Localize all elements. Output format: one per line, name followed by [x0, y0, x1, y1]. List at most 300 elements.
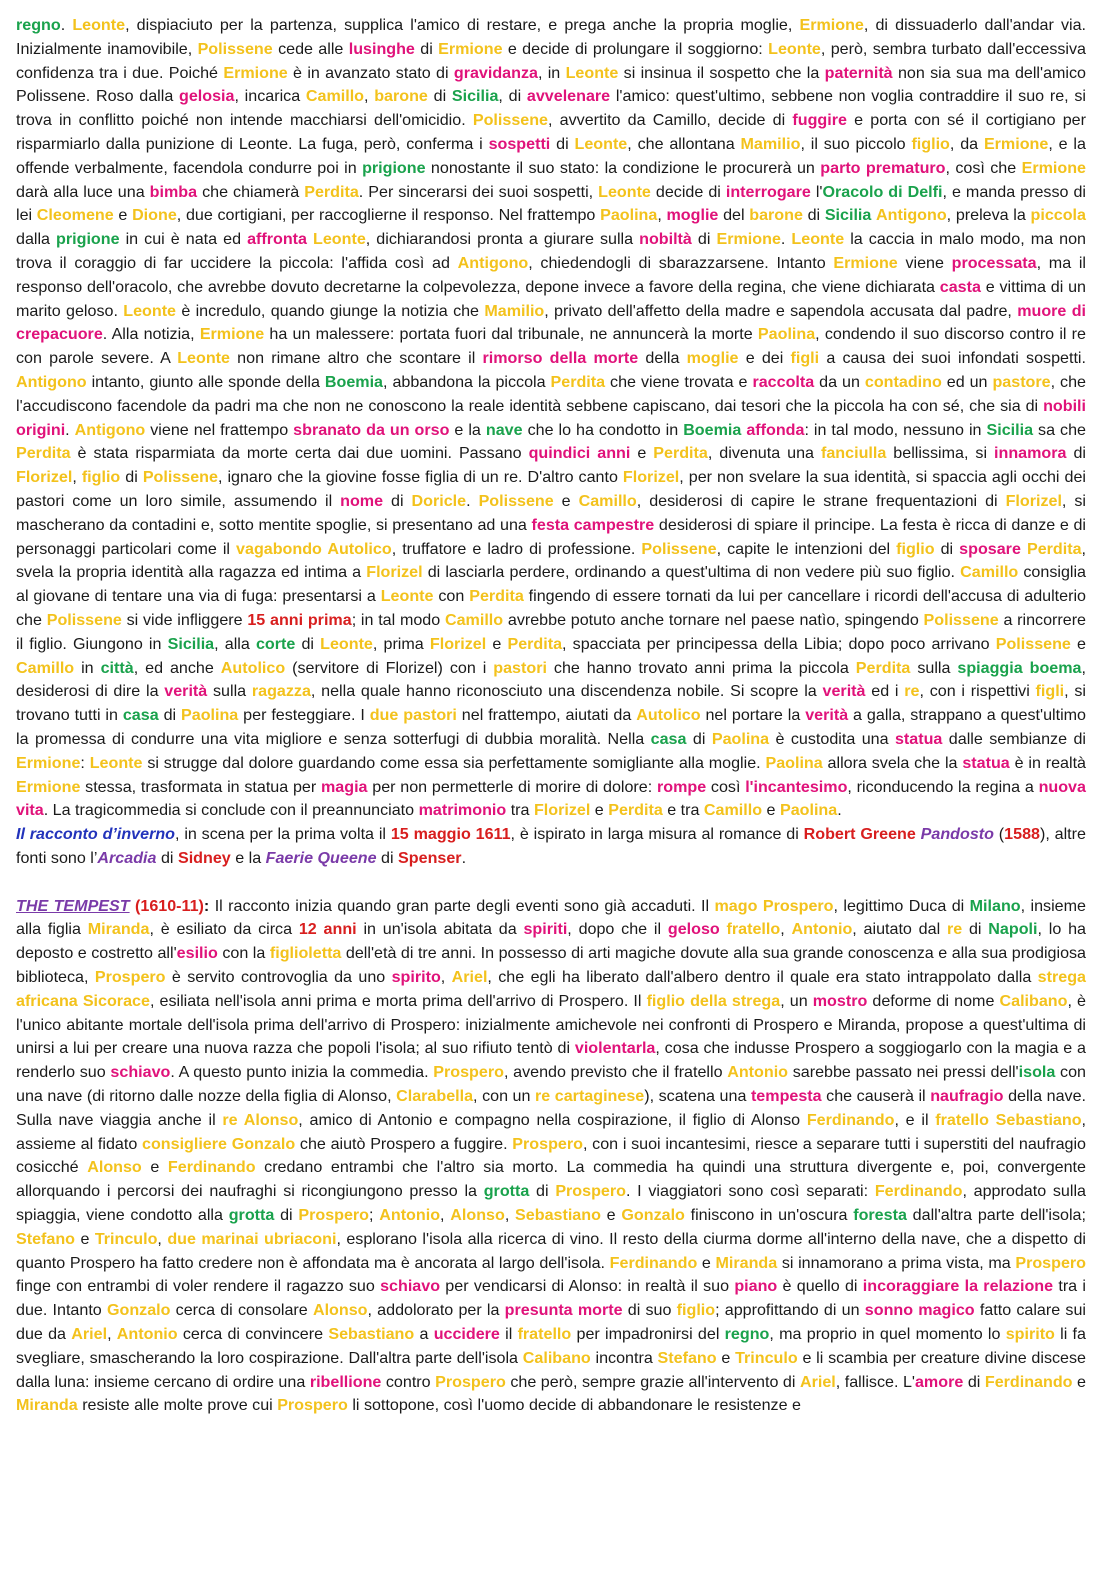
text-segment: e: [762, 801, 780, 820]
highlighted-term: Sebastiano: [328, 1325, 415, 1344]
highlighted-term: Mamilio: [484, 301, 545, 320]
text-segment: di: [550, 134, 575, 153]
text-segment: , da: [949, 134, 984, 153]
text-segment: .: [466, 491, 479, 510]
text-segment: , chiedendogli di sbarazzarsene. Intanto: [528, 253, 834, 272]
text-segment: , nella quale hanno riconosciuto una discendenza nobile. Si scopre la: [310, 682, 823, 701]
highlighted-term: figlio della strega: [646, 991, 781, 1010]
highlighted-term: piano: [734, 1277, 778, 1296]
text-segment: l': [810, 182, 823, 201]
highlighted-term: Mamilio: [740, 134, 801, 153]
highlighted-term: Ermione: [799, 16, 864, 34]
highlighted-term: Clarabella: [396, 1087, 474, 1106]
text-segment: per vendicarsi di Alonso: in realtà il suo: [440, 1277, 735, 1296]
highlighted-term: Dione: [132, 206, 177, 225]
highlighted-term: Antigono: [457, 253, 529, 272]
highlighted-term: Autolico: [220, 658, 286, 677]
text-segment: consiglia al giovane di tentare una via di fuga: presentarsi a: [16, 563, 1087, 606]
highlighted-term: re: [904, 682, 920, 701]
text-segment: si insinua il sospetto che la: [618, 63, 825, 82]
highlighted-term: spirito: [1005, 1325, 1055, 1344]
text-segment: , privato dell'affetto della madre e sapendola accusata dal padre,: [544, 301, 1018, 320]
highlighted-term: gelosia: [179, 87, 235, 106]
text-segment: fatto calare sui due da: [16, 1301, 1086, 1344]
text-segment: il: [499, 1325, 518, 1344]
text-segment: di: [963, 1372, 985, 1391]
highlighted-term: festa campestre: [531, 515, 655, 534]
text-segment: a: [414, 1325, 434, 1344]
text-segment: ,: [504, 1206, 516, 1225]
highlighted-term: statua: [962, 753, 1010, 772]
text-segment: e: [716, 1348, 736, 1367]
highlighted-term: Florizel: [366, 563, 423, 582]
text-segment: , avvertito da Camillo, decide di: [548, 111, 793, 130]
highlighted-term: Ariel: [71, 1325, 108, 1344]
text-segment: e: [141, 1158, 168, 1177]
highlighted-term: Pandosto: [920, 825, 994, 844]
text-segment: e decide di prolungare il soggiorno:: [502, 39, 769, 58]
highlighted-term: Milano: [969, 896, 1021, 915]
highlighted-term: Camillo: [305, 87, 365, 106]
highlighted-term: rompe: [656, 777, 707, 796]
text-segment: , desiderosi di dire la: [16, 658, 1086, 701]
text-segment: del: [718, 206, 750, 225]
text-segment: di: [802, 206, 825, 225]
text-segment: incontra: [590, 1348, 658, 1367]
text-segment: ,: [440, 968, 452, 987]
highlighted-term: Autolico: [636, 706, 701, 725]
text-segment: .: [461, 848, 467, 867]
text-segment: a rincorrere il figlio. Giungono in: [16, 610, 1087, 653]
text-segment: sulla: [207, 682, 252, 701]
text-segment: (: [993, 825, 1005, 844]
highlighted-term: regno: [16, 16, 61, 34]
text-segment: la caccia in malo modo, ma non trova il coraggio di far uccidere la piccola: l'affida così ad: [16, 230, 1086, 272]
text-segment: , un: [780, 991, 813, 1010]
highlighted-term: Trinculo: [94, 1229, 158, 1248]
highlighted-term: Ermione: [1021, 158, 1086, 177]
highlighted-term: isola: [1018, 1063, 1056, 1082]
text-segment: in cui è nata ed: [119, 230, 248, 249]
highlighted-term: Stefano: [657, 1348, 717, 1367]
text-segment: di: [383, 491, 412, 510]
text-segment: , spacciata per principessa della Libia; dopo poco arrivano: [562, 634, 996, 653]
highlighted-term: THE TEMPEST: [16, 896, 130, 915]
highlighted-term: Spenser: [398, 848, 462, 867]
highlighted-term: nuova vita: [16, 777, 1086, 820]
text-segment: di: [414, 39, 439, 58]
text-segment: con una nave (di ritorno dalle nozze della figlia di Alonso,: [16, 1063, 1086, 1106]
text-segment: , capite le intenzioni del: [716, 539, 897, 558]
text-segment: resiste alle molte prove cui: [77, 1396, 278, 1415]
highlighted-term: Florizel: [622, 468, 680, 487]
highlighted-term: Il racconto d’inverno: [16, 825, 176, 844]
highlighted-term: Ferdinando: [984, 1372, 1073, 1391]
highlighted-term: Prospero: [555, 1182, 626, 1201]
highlighted-term: vagabondo Autolico: [236, 539, 392, 558]
highlighted-term: spiaggia boema: [957, 658, 1082, 677]
highlighted-term: affonda: [746, 420, 805, 439]
text-segment: di: [529, 1182, 556, 1201]
highlighted-term: figlioletta: [269, 944, 342, 963]
highlighted-term: re cartaginese: [535, 1087, 645, 1106]
text-segment: che aiutò Prospero a fuggire.: [295, 1134, 513, 1153]
highlighted-term: Camillo: [960, 563, 1019, 582]
text-segment: di: [1066, 444, 1087, 463]
text-segment: e: [553, 491, 579, 510]
text-segment: per non permetterle di morire di dolore:: [367, 777, 657, 796]
text-segment: . Alla notizia,: [102, 325, 200, 344]
highlighted-term: Antonio: [116, 1325, 178, 1344]
text-segment: , ma il responso dell'oracolo, che avrebbe dovuto decretarne la colpevolezza, depone invece a favore della regina, che viene dichiarata: [16, 253, 1086, 296]
highlighted-term: Polissene: [197, 39, 273, 58]
text-segment: per impadronirsi del: [571, 1325, 725, 1344]
highlighted-term: Antonio: [791, 920, 853, 939]
highlighted-term: Florizel: [533, 801, 591, 820]
highlighted-term: casa: [122, 706, 159, 725]
highlighted-term: prigione: [362, 158, 426, 177]
text-segment: e la: [449, 420, 486, 439]
text-segment: nel portare la: [700, 706, 806, 725]
text-segment: è quello di: [777, 1277, 863, 1296]
text-segment: e: [486, 634, 508, 653]
text-segment: di: [158, 706, 182, 725]
highlighted-term: Sidney: [177, 848, 231, 867]
highlighted-term: sonno magico: [864, 1301, 975, 1320]
text-segment: .: [65, 420, 75, 439]
text-segment: di: [376, 848, 399, 867]
highlighted-term: l'incantesimo: [745, 777, 848, 796]
text-segment: viene nel frattempo: [145, 420, 294, 439]
text-segment: , che egli ha liberato dall'albero dentro il quale era stato intrappolato dalla: [487, 968, 1038, 987]
text-segment: viene: [897, 253, 952, 272]
text-segment: ha un malessere: portata fuori dal tribunale, ne annuncerà la morte: [264, 325, 758, 344]
text-segment: contro: [381, 1372, 436, 1391]
text-segment: a galla, strappano a quest'ultimo la promessa di condurre una vita migliore e senza sotterfugi di dubbia moralità. Nella: [16, 706, 1087, 748]
highlighted-term: Perdita: [653, 444, 708, 463]
highlighted-term: Leonte: [320, 634, 373, 653]
highlighted-term: innamora: [994, 444, 1067, 463]
highlighted-term: figlio: [896, 539, 935, 558]
highlighted-term: Leonte: [313, 230, 366, 249]
text-segment: desiderosi di spiare il principe. La festa è ricca di danze e di personaggi particolari come il: [16, 515, 1086, 558]
highlighted-term: due pastori: [369, 706, 457, 725]
text-segment: e: [1072, 1372, 1086, 1391]
text-segment: nel frattempo, aiutati da: [456, 706, 637, 725]
highlighted-term: Leonte: [123, 301, 177, 320]
highlighted-term: Perdita: [16, 444, 71, 463]
text-segment: e dei: [738, 349, 791, 368]
highlighted-term: nave: [485, 420, 523, 439]
highlighted-term: Miranda: [87, 920, 150, 939]
highlighted-term: Prospero: [94, 968, 166, 987]
paragraph-tempest-plot: [16, 895, 1086, 1419]
text-segment: , fallisce. L': [835, 1372, 915, 1391]
highlighted-term: Leonte: [177, 349, 230, 368]
highlighted-term: nome: [340, 491, 384, 510]
highlighted-term: fratello Sebastiano: [935, 1110, 1082, 1129]
text-segment: , insieme alla figlia: [16, 896, 1086, 939]
highlighted-term: sposare: [959, 539, 1021, 558]
highlighted-term: strega africana Sicorace: [16, 968, 1086, 1010]
text-segment: di suo: [622, 1301, 677, 1320]
text-segment: tra: [506, 801, 534, 820]
highlighted-term: Sebastiano: [515, 1206, 601, 1225]
highlighted-term: Prospero: [1015, 1253, 1086, 1272]
highlighted-term: tempesta: [750, 1087, 822, 1106]
text-segment: li fa svegliare, smascherando la loro cospirazione. Dall'altra parte dell'isola: [16, 1325, 1086, 1367]
highlighted-term: verità: [805, 706, 849, 725]
text-segment: . Per sincerarsi dei suoi sospetti,: [358, 182, 599, 201]
text-segment: credano entrambi che l'altro sia morto. La commedia ha quindi una struttura divergente e, poi, convergente allorquando i percorsi dei naufraghi si ricongiungono presso la: [16, 1158, 1086, 1201]
text-segment: , riconducendo la regina a: [847, 777, 1039, 796]
text-segment: cerca di consolare: [170, 1301, 313, 1320]
text-segment: di: [427, 87, 452, 106]
highlighted-term: :: [203, 896, 210, 915]
highlighted-term: Paolina: [779, 801, 838, 820]
highlighted-term: Ermione: [833, 253, 898, 272]
highlighted-term: grotta: [483, 1182, 530, 1201]
highlighted-term: barone: [374, 87, 428, 106]
highlighted-term: figlio: [911, 134, 950, 153]
text-segment: ,: [657, 206, 667, 225]
highlighted-term: Prospero: [433, 1063, 504, 1082]
highlighted-term: Polissene: [46, 610, 122, 629]
highlighted-term: Leonte: [768, 39, 821, 58]
text-segment: , lo ha deposto e costretto all': [16, 920, 1086, 963]
text-segment: . A questo punto inizia la commedia.: [170, 1063, 434, 1082]
text-segment: , con i rispettivi: [919, 682, 1036, 701]
text-segment: , dichiarandosi pronta a giurare sulla: [365, 230, 640, 249]
highlighted-term: Polissene: [641, 539, 717, 558]
highlighted-term: Gonzalo: [106, 1301, 171, 1320]
highlighted-term: 15 anni prima: [247, 610, 352, 629]
highlighted-term: bimba: [149, 182, 198, 201]
text-segment: deforme di nome: [867, 991, 1000, 1010]
text-segment: , assieme al fidato: [16, 1110, 1087, 1153]
highlighted-term: incoraggiare la relazione: [862, 1277, 1054, 1296]
highlighted-term: muore di crepacuore: [16, 301, 1086, 344]
highlighted-term: figlio: [81, 468, 121, 487]
text-segment: ; approfittando di un: [715, 1301, 865, 1320]
text-segment: , si trovano tutti in: [16, 682, 1086, 725]
text-segment: :: [80, 753, 90, 772]
text-segment: che chiamerà: [197, 182, 305, 201]
highlighted-term: ribellione: [309, 1372, 382, 1391]
text-segment: , e la offende verbalmente, facendola condurre poi in: [16, 134, 1086, 177]
text-segment: è custodita una: [769, 729, 895, 748]
highlighted-term: Ermione: [223, 63, 288, 82]
highlighted-term: foresta: [853, 1206, 907, 1225]
text-segment: (servitore di Florizel) con i: [285, 658, 494, 677]
text-segment: bellissima, si: [886, 444, 995, 463]
highlighted-term: Calibano: [522, 1348, 591, 1367]
text-segment: di: [274, 1206, 299, 1225]
highlighted-term: Polissene: [995, 634, 1071, 653]
highlighted-term: Polissene: [472, 111, 549, 130]
text-segment: ,: [364, 87, 375, 106]
highlighted-term: schiavo: [110, 1063, 171, 1082]
highlighted-term: due marinai ubriaconi: [167, 1229, 337, 1248]
text-segment: ,: [107, 1325, 117, 1344]
text-segment: intanto, giunto alle sponde della: [86, 372, 325, 391]
paragraph-winters-tale-sources: [16, 823, 1086, 871]
highlighted-term: Antigono: [74, 420, 146, 439]
highlighted-term: figli: [1035, 682, 1065, 701]
text-segment: , che allontana: [627, 134, 741, 153]
text-segment: , dopo che il: [567, 920, 668, 939]
highlighted-term: fratello: [517, 1325, 572, 1344]
highlighted-term: Polissene: [142, 468, 218, 487]
highlighted-term: Ermione: [199, 325, 265, 344]
text-segment: , aiutato dal: [852, 920, 947, 939]
highlighted-term: corte: [255, 634, 296, 653]
text-segment: ; in tal modo: [351, 610, 445, 629]
highlighted-term: fuggire: [792, 111, 847, 130]
highlighted-term: Cleomene: [36, 206, 114, 225]
text-segment: .: [60, 16, 73, 34]
text-segment: , e il: [894, 1110, 936, 1129]
text-segment: che viene trovata e: [605, 372, 753, 391]
highlighted-term: Paolina: [765, 753, 823, 772]
highlighted-term: pastore: [992, 372, 1051, 391]
highlighted-term: quindici anni: [528, 444, 631, 463]
highlighted-term: violentarla: [574, 1039, 656, 1058]
highlighted-term: re Alonso: [222, 1110, 299, 1129]
highlighted-term: interrogare: [725, 182, 811, 201]
highlighted-term: Leonte: [574, 134, 628, 153]
text-segment: e: [630, 444, 654, 463]
text-segment: , condendo il suo discorso contro il re con parole severe. A: [16, 325, 1086, 368]
highlighted-term: Ferdinando: [806, 1110, 895, 1129]
text-segment: in un'isola abitata da: [356, 920, 524, 939]
highlighted-term: Polissene: [923, 610, 999, 629]
text-segment: , di: [498, 87, 527, 106]
highlighted-term: Ariel: [451, 968, 488, 987]
highlighted-term: lusinghe: [348, 39, 415, 58]
text-segment: , ma proprio in quel momento lo: [769, 1325, 1006, 1344]
text-segment: non rimane altro che scontare il: [229, 349, 483, 368]
highlighted-term: Trinculo: [735, 1348, 798, 1367]
highlighted-term: Leonte: [380, 587, 434, 606]
highlighted-term: contadino: [864, 372, 942, 391]
highlighted-term: sospetti: [488, 134, 551, 153]
text-segment: : in tal modo, nessuno in: [804, 420, 987, 439]
text-segment: ), scatena una: [644, 1087, 751, 1106]
highlighted-term: 1588: [1004, 825, 1040, 844]
highlighted-term: magia: [320, 777, 368, 796]
text-segment: , di dissuaderlo dall'andar via. Inizialmente inamovibile,: [16, 16, 1086, 58]
text-segment: , è ispirato in larga misura al romance di: [510, 825, 804, 844]
text-segment: e porta con sé il cortigiano per risparmiarlo dalla punizione di Leonte. La fuga, però, conferma i: [16, 111, 1086, 153]
text-segment: che lo ha condotto in: [522, 420, 684, 439]
highlighted-term: Prospero: [512, 1134, 583, 1153]
text-segment: per festeggiare. I: [238, 706, 370, 725]
text-segment: , truffatore e ladro di professione.: [391, 539, 642, 558]
highlighted-term: schiavo: [380, 1277, 441, 1296]
text-segment: , abbandona la piccola: [383, 372, 551, 391]
text-segment: è in realtà: [1009, 753, 1087, 772]
highlighted-term: Paolina: [600, 206, 658, 225]
text-segment: nonostante il suo stato: la condizione le procurerà un: [425, 158, 821, 177]
highlighted-term: Robert Greene: [803, 825, 916, 844]
text-segment: dalla: [16, 230, 57, 249]
text-segment: , con un: [473, 1087, 536, 1106]
highlighted-term: raccolta: [752, 372, 815, 391]
highlighted-term: casta: [939, 277, 981, 296]
text-segment: ,: [780, 920, 792, 939]
text-segment: , svela la propria identità alla ragazza ed intima a: [16, 539, 1086, 582]
highlighted-term: Sicilia: [167, 634, 215, 653]
text-segment: darà alla luce una: [16, 182, 150, 201]
highlighted-term: Ariel: [799, 1372, 836, 1391]
text-segment: , legittimo Duca di: [833, 896, 970, 915]
text-segment: , avendo previsto che il fratello: [503, 1063, 728, 1082]
highlighted-term: casa: [650, 729, 687, 748]
highlighted-term: Ferdinando: [609, 1253, 698, 1272]
text-segment: a causa dei suoi infondati sospetti.: [819, 349, 1086, 368]
text-segment: , ignaro che la giovine fosse figlia di un re. D'altro canto: [217, 468, 623, 487]
text-segment: in: [74, 658, 101, 677]
highlighted-term: statua: [894, 729, 943, 748]
text-segment: , per non svelare la sua identità, si spaccia agli occhi dei pastori come un loro simile, assumendo il: [16, 468, 1086, 510]
paragraph-gap: [16, 871, 1086, 895]
highlighted-term: Boemia: [683, 420, 742, 439]
highlighted-term: amore: [914, 1372, 964, 1391]
text-segment: fingendo di essere tornati da lui per cancellare i ricordi dell'accusa di adulterio che: [16, 587, 1086, 629]
text-segment: Il racconto inizia quando gran parte degli eventi sono già accaduti. Il: [209, 896, 715, 915]
highlighted-term: moglie: [686, 349, 739, 368]
text-segment: l'amico: quest'ultimo, sebbene non voglia contraddire il suo re, si trova in conflitto poiché non intende macchiarsi dell'omicidio.: [16, 87, 1086, 130]
text-segment: , prima: [372, 634, 430, 653]
text-segment: con la: [217, 944, 270, 963]
text-segment: che hanno trovato anni prima la piccola: [546, 658, 856, 677]
highlighted-term: regno: [724, 1325, 770, 1344]
highlighted-term: Alonso: [450, 1206, 505, 1225]
highlighted-term: Faerie Queene: [265, 848, 377, 867]
text-segment: , amico di Antonio e compagno nella cospirazione, il figlio di Alonso: [298, 1110, 807, 1129]
text-segment: allora svela che la: [822, 753, 963, 772]
text-segment: finge con entrambi di voler rendere il ragazzo suo: [16, 1277, 381, 1296]
text-segment: ,: [72, 468, 82, 487]
text-segment: dalle sembianze di: [942, 729, 1086, 748]
text-segment: , esplorano l'isola alla ricerca di vino. Il resto della ciurma dorme all'interno della nave, che a dispetto di quanto Prospero ha fatto credere non è affondata ma è ancorata al largo dell'isola.: [16, 1229, 1086, 1272]
highlighted-term: naufragio: [930, 1087, 1004, 1106]
text-segment: dell'età di tre anni. In possesso di arti magiche dovute alla sua grande conoscenza e alla sua prodigiosa biblioteca,: [16, 944, 1087, 987]
highlighted-term: ragazza: [251, 682, 311, 701]
text-segment: , due cortigiani, per raccoglierne il responso. Nel frattempo: [176, 206, 601, 225]
highlighted-term: spiriti: [523, 920, 568, 939]
text-segment: ,: [440, 1206, 451, 1225]
highlighted-term: fanciulla: [821, 444, 887, 463]
text-segment: e: [590, 801, 609, 820]
text-segment: di: [120, 468, 143, 487]
highlighted-term: nobiltà: [639, 230, 692, 249]
text-segment: di: [691, 230, 717, 249]
text-segment: che però, sempre grazie all'intervento di: [505, 1372, 800, 1391]
text-segment: di: [156, 848, 178, 867]
text-segment: [720, 920, 727, 938]
text-segment: da un: [814, 372, 865, 391]
highlighted-term: Polissene: [478, 491, 554, 510]
highlighted-term: Leonte: [565, 63, 619, 82]
highlighted-term: Antonio: [379, 1206, 441, 1225]
text-segment: e li scambia per creature divine discese dalla luna: insieme cercano di ordire una: [16, 1348, 1086, 1391]
text-segment: e tra: [662, 801, 704, 820]
text-segment: , alla: [214, 634, 256, 653]
text-segment: e: [75, 1229, 95, 1248]
text-segment: e: [113, 206, 133, 225]
